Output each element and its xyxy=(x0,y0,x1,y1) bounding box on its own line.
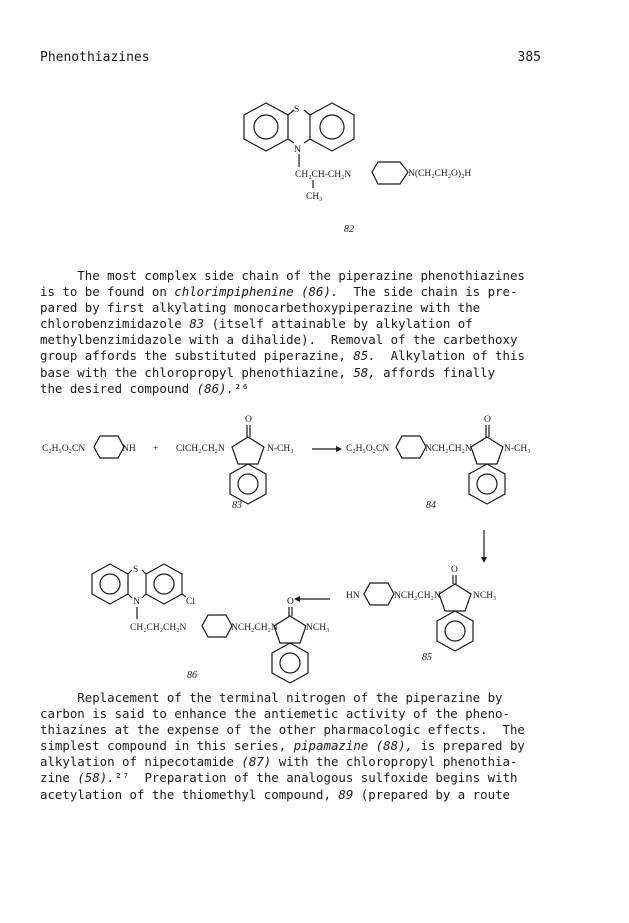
side-chain-label: CH₂CH-CH₂N xyxy=(295,170,352,180)
structure-85 xyxy=(346,565,496,663)
benzene-ring xyxy=(230,464,266,504)
text-line xyxy=(40,381,560,397)
compound-number-85: 85 xyxy=(422,652,432,663)
benzene-ring-left xyxy=(244,103,288,151)
text-span: the desired compound xyxy=(40,380,197,396)
text-line xyxy=(40,348,560,364)
text-span: The side chain is pre- xyxy=(338,284,518,300)
paragraph-pipamazine xyxy=(40,690,560,803)
text-span: (itself attainable by alkylation of xyxy=(204,316,473,332)
structure-82 xyxy=(244,103,471,235)
imidazolone-ring xyxy=(439,584,471,611)
compound-number-84: 84 xyxy=(426,500,436,511)
aromatic-circle xyxy=(154,574,174,594)
imidazolone-ring xyxy=(274,616,306,643)
n-methyl-label: N-CH₃ xyxy=(504,444,531,454)
carbethoxy-label: C₂H₅O₂CN xyxy=(42,444,86,454)
nitrogen-atom-label: N xyxy=(294,145,301,155)
text-line xyxy=(40,268,560,284)
italic-text: (86). xyxy=(196,380,234,396)
text-span: acetylation of the thiomethyl compound, xyxy=(40,786,339,802)
aromatic-circle xyxy=(280,653,300,673)
compound-number-82: 82 xyxy=(344,224,354,235)
text-line xyxy=(40,787,560,803)
compound-number-83: 83 xyxy=(232,500,242,511)
text-span: carbon is said to enhance the antiemetic activity of the pheno- xyxy=(40,706,510,722)
aromatic-circle xyxy=(445,621,465,641)
imidazolone-ring xyxy=(232,437,264,464)
reaction-arrow-forward xyxy=(312,446,342,452)
text-span: (prepared by a route xyxy=(353,786,510,802)
reaction-arrow-down xyxy=(481,530,487,563)
text-line xyxy=(40,332,560,348)
italic-text: (58). xyxy=(77,770,115,786)
propyl-chain-label: CH₂CH₂CH₂N xyxy=(130,623,187,633)
benzene-ring-left xyxy=(92,564,128,604)
benzene-ring-right xyxy=(310,103,354,151)
text-span: Alkylation of this xyxy=(375,348,525,364)
ethyl-linker-label: NCH₂CH₂N xyxy=(425,444,472,454)
text-line xyxy=(40,754,560,770)
benzene-ring-right xyxy=(146,564,182,604)
sulfur-atom-label: S xyxy=(294,105,300,115)
text-span: thiazines at the expense of the other pharmacologic effects. The xyxy=(40,722,525,738)
oxygen-label: O xyxy=(245,415,252,425)
italic-text: 85. xyxy=(353,348,376,364)
nitrogen-atom-label: N xyxy=(133,597,140,607)
italic-text: 58, xyxy=(353,364,376,380)
text-line xyxy=(40,690,560,706)
paragraph-chlorimpiphenine xyxy=(40,268,560,397)
text-line xyxy=(40,770,560,786)
text-line xyxy=(40,284,560,300)
text-line xyxy=(40,300,560,316)
piperazine-ring xyxy=(364,583,394,605)
benzene-ring xyxy=(469,464,505,504)
text-span: is prepared by xyxy=(413,738,525,754)
footnote-ref: ²⁶ xyxy=(233,380,249,396)
piperazine-ring xyxy=(94,436,124,458)
text-line xyxy=(40,706,560,722)
aromatic-circle xyxy=(238,474,258,494)
chloroethyl-label: ClCH₂CH₂N xyxy=(176,444,225,454)
text-span: zine xyxy=(40,770,78,786)
reaction-arrow-back xyxy=(294,596,330,602)
reactant-piperazine-ester xyxy=(42,436,136,458)
chlorine-label: Cl xyxy=(186,597,195,607)
structure-83 xyxy=(176,415,294,511)
aromatic-circle xyxy=(100,574,120,594)
text-span: chlorobenzimidazole xyxy=(40,316,190,332)
piperazine-ring xyxy=(396,436,426,458)
text-span: pared by first alkylating monocarbethoxypiperazine with the xyxy=(40,300,481,316)
n-methyl-label: NCH₃ xyxy=(306,623,330,633)
n-methyl-label: N-CH₃ xyxy=(267,444,294,454)
plus-sign: + xyxy=(153,444,159,454)
n-methyl-label: NCH₃ xyxy=(473,591,497,601)
structure-86 xyxy=(92,564,329,683)
text-span: The most complex side chain of the piperazine phenothiazines xyxy=(40,268,525,283)
oxygen-label: O xyxy=(451,565,458,575)
hn-label: HN xyxy=(346,591,360,601)
text-line xyxy=(40,738,560,754)
italic-text: chlorimpiphenine (86). xyxy=(174,284,339,300)
italic-text: 89 xyxy=(338,786,354,802)
sulfur-atom-label: S xyxy=(133,565,139,575)
italic-text: pipamazine (88), xyxy=(293,738,413,754)
text-span: group affords the substituted piperazine, xyxy=(40,348,354,364)
running-title: Phenothiazines xyxy=(40,50,150,65)
italic-text: 83 xyxy=(189,316,205,332)
text-span: with the chloropropyl phenothia- xyxy=(271,754,518,770)
italic-text: (87) xyxy=(241,754,272,770)
text-span: alkylation of nipecotamide xyxy=(40,754,242,770)
aromatic-circle xyxy=(320,115,344,139)
piperazine-ring xyxy=(202,615,232,637)
aromatic-circle xyxy=(477,474,497,494)
aromatic-circle xyxy=(254,115,278,139)
text-span: is to be found on xyxy=(40,284,175,300)
structure-84 xyxy=(346,415,531,511)
piperazine-ring xyxy=(372,162,408,184)
text-span: base with the chloropropyl phenothiazine, xyxy=(40,364,354,380)
nh-label: NH xyxy=(122,444,136,454)
compound-number-86: 86 xyxy=(187,670,197,681)
text-line xyxy=(40,365,560,381)
ethyl-linker-label: NCH₂CH₂N xyxy=(394,591,441,601)
benzene-ring xyxy=(272,643,308,683)
benzene-ring xyxy=(437,611,473,651)
tail-label: N(CH₂CH₂O)₂H xyxy=(408,169,472,179)
text-span: Replacement of the terminal nitrogen of the piperazine by xyxy=(40,690,503,705)
ethyl-linker-label: NCH₂CH₂N xyxy=(231,623,278,633)
methyl-label: CH₃ xyxy=(306,192,323,202)
text-line xyxy=(40,316,560,332)
text-span: affords finally xyxy=(375,364,496,380)
page-number: 385 xyxy=(517,50,541,65)
footnote-ref: ²⁷ Preparation of the analogous sulfoxide begins with xyxy=(114,770,518,786)
text-line xyxy=(40,722,560,738)
oxygen-label: O xyxy=(287,597,294,607)
carbethoxy-label: C₂H₅O₂CN xyxy=(346,444,390,454)
imidazolone-ring xyxy=(471,437,503,464)
oxygen-label: O xyxy=(484,415,491,425)
text-span: methylbenzimidazole with a dihalide). Removal of the carbethoxy xyxy=(40,332,518,348)
text-span: simplest compound in this series, xyxy=(40,738,294,754)
